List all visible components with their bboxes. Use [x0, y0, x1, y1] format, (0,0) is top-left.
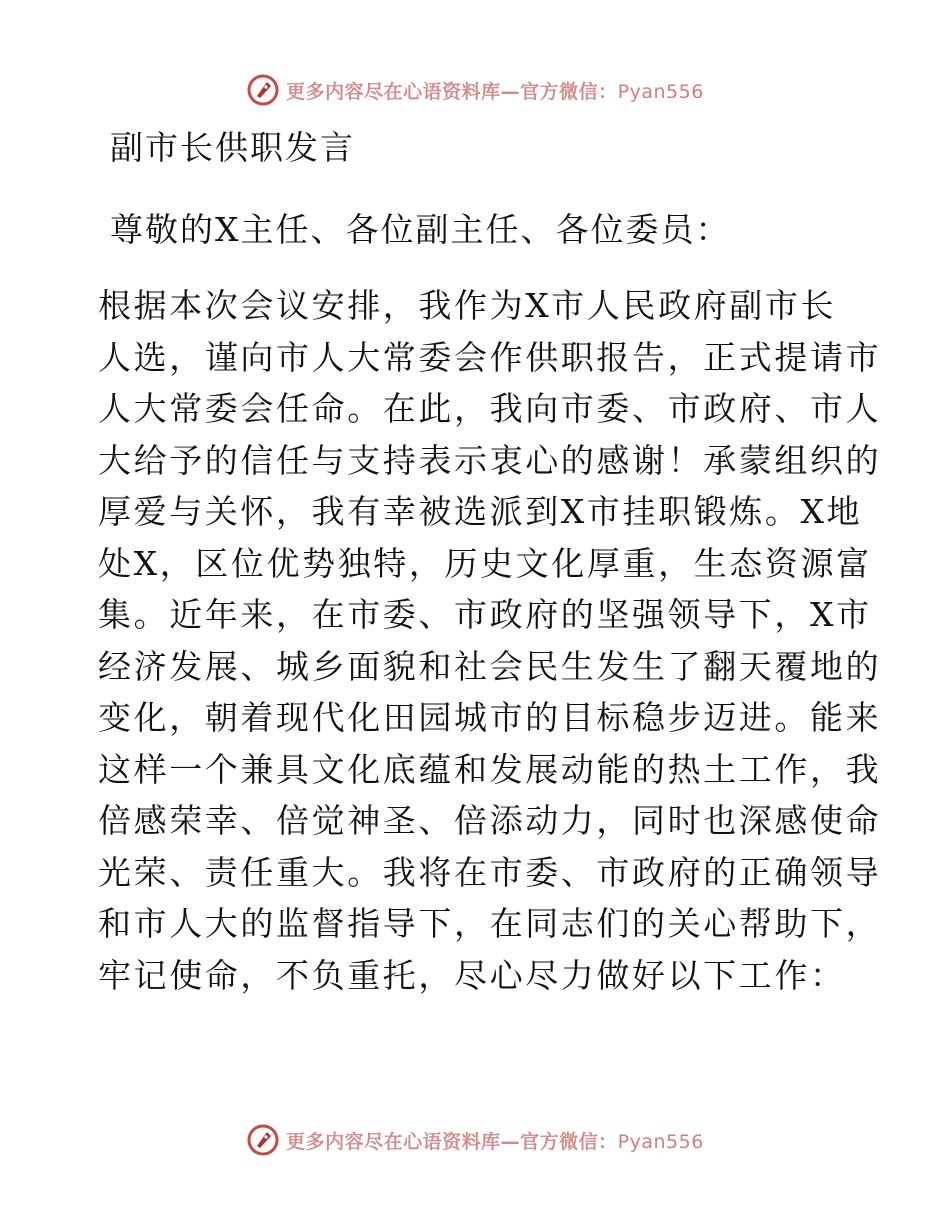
- text-line: 这样一个兼具文化底蕴和发展动能的热土工作，我: [98, 749, 882, 789]
- salutation: 尊敬的X主任、各位副主任、各位委员：: [110, 210, 731, 249]
- watermark-text: 更多内容尽在心语资料库—官方微信：Pyan556: [286, 1130, 704, 1153]
- watermark-id: Pyan556: [617, 1130, 704, 1153]
- text-line: 经济发展、城乡面貌和社会民生发生了翻天覆地的: [98, 646, 882, 686]
- document-body: [98, 118, 882, 1001]
- pen-nib-circle-icon: [246, 73, 280, 107]
- text-line: 光荣、责任重大。我将在市委、市政府的正确领导: [98, 852, 882, 892]
- text-line: 人选，谨向市人大常委会作供职报告，正式提请市: [98, 337, 882, 377]
- header-watermark: [0, 70, 950, 110]
- text-line: 处X，区位优势独特，历史文化厚重，生态资源富: [98, 543, 872, 583]
- watermark-text: 更多内容尽在心语资料库—官方微信：Pyan556: [286, 80, 704, 103]
- text-line: 牢记使命，不负重托，尽心尽力做好以下工作：: [98, 955, 846, 995]
- watermark-id: Pyan556: [617, 80, 704, 103]
- text-line: 根据本次会议安排，我作为X市人民政府副市长: [98, 286, 837, 325]
- document-title: 副市长供职发言: [110, 128, 355, 167]
- text-line: 厚爱与关怀，我有幸被选派到X市挂职锻炼。X地: [98, 492, 863, 531]
- text-line: 人大常委会任命。在此，我向市委、市政府、市人: [98, 389, 882, 428]
- pen-nib-circle-icon: [246, 1123, 280, 1157]
- text-line: 变化，朝着现代化田园城市的目标稳步迈进。能来: [98, 698, 882, 737]
- body-paragraph: [98, 280, 882, 1001]
- text-line: 倍感荣幸、倍觉神圣、倍添动力，同时也深感使命: [98, 801, 882, 840]
- text-line: 和市人大的监督指导下，在同志们的关心帮助下，: [98, 904, 882, 943]
- footer-watermark: [0, 1120, 950, 1160]
- text-line: 大给予的信任与支持表示衷心的感谢！承蒙组织的: [98, 440, 882, 480]
- text-line: 集。近年来，在市委、市政府的坚强领导下，X市: [98, 595, 872, 634]
